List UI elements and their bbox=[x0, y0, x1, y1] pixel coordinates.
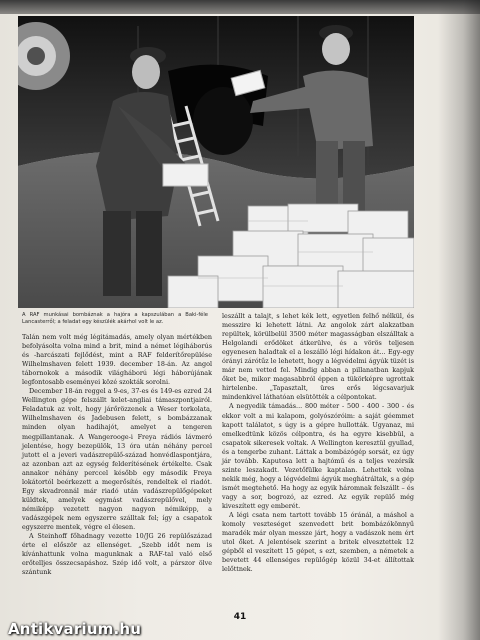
paragraph: Talán nem volt még légitámadás, amely olyan mértékben befolyásolta volna mind a brit, mind a német légiháborús és -harcászati fejlődést, mint a RAF felderítőrepülése Wilhelmshaven felett 1939. december 18-án. Az angol tábornokok a második világháború légi háborújának legfontosabb eseményei közé szokták sorolni. bbox=[22, 333, 212, 387]
text-column-right bbox=[222, 312, 414, 574]
text-column-left bbox=[22, 333, 212, 577]
paragraph: A negyedik támadás... 800 méter - 500 - 400 - 300 - és ekkor volt a mi kalapom, golyószóróim: a saját géemmet kapott találatot, s úgy is a gépre hullották. Ugyanaz, mi emelkedtünk közös célpontra, és ha egyre kisebbül, a csapatok sikeresek voltak. A Wellington keresztül gyullad, és a tengerbe zuhant. Láttak a bombázógép sorsát, ez úgy jár tovább. Kaputosa lett a hajtómű és a teljes vezérsík szinte leszakadt. Vezetőfülke kaptalan. Lehettek volna nekik még, hogy a légvédelmi ágyúk meghátráltak, s a gép ismét megtehető. Ha hogy az egyik háromnak felszállt – és vagy a sor, bogrozó, az ezred. Az egyik repülő még kiveszített egy emberét. bbox=[222, 402, 414, 510]
archival-photo bbox=[18, 16, 414, 308]
paragraph: A Steinhoff főhadnagy vezette 10/JG 26 repülőszázad érte el először az ellenséget. „Szebb időt nem is kívánhattunk volna magunknak a RAF-tal való első erőtelljes összecsapáshoz. Szép idő volt, a párszor ölve szántunk bbox=[22, 532, 212, 577]
page-number: 41 bbox=[233, 612, 247, 622]
photo-caption: A RAF munkásai bombáznak a hajóra a kapszulában a Baki-féle Lancasterről; a feladat egy készülék akárhol volt le az. bbox=[22, 312, 208, 326]
page-top-edge bbox=[0, 0, 480, 14]
book-binding-shadow bbox=[438, 0, 480, 640]
paragraph: A légi csata nem tartott tovább 15 óránál, a máshol a komoly veszteséget szenvedett brit bombázókönnyű maradék már olyan messze járt, hogy a vadászok nem ért utol őket. A jelentések szerint a britek elvesztettek 12 gépből el veszített 15 gépet, s ezt, szemben, a németek a bevetett 44 ellenséges repülőgép közül 34-et állítottak lelőttnek. bbox=[222, 511, 414, 574]
paragraph: leszállt a talajt, s lehet kék lett, egyetlen felhő nélkül, és messzire ki lehetett látni. Az angolok zárt alakzatban repültek, körülbelül 3500 méter magasságban elszálltak a Helgolandi erődöket átkerülve, és a vörös teljesen egyenesen haladtak el a leszálló légi hídakon át... Egy-egy órányi zárótűz le lehetett, hogy a légvédelmi ágyúk tüzét is már nem vetted fel. Mindig abban a pillanatban kapjuk őket be, mikor magasabbról éppen a tükörképre ugrottak hirtelenbe. „Tapasztalt, üres erős légcsavarjuk mindenkivel láthatóan elsütötték a célpontokat. bbox=[222, 312, 414, 402]
paragraph: December 18-án reggel a 9-es, 37-es és 149-es ezred 24 Wellington gépe felszállt kelet-angliai támaszpontjairól. Feladatuk az volt, hogy járőrözzenek a Weser torkolata, Wilhelmshaven és Jadebusen felett, s bombázzanak minden olyan hadihajót, amelyet a tengeren megpillantanak. A Wangerooge-i Freya rádiós lávmeró jelentése, hogy bezepülök, 13 óra után néhány percel jutott el a jeveri vadászrepülő-század honvédlaspontjára, az azonban azt az egység felderítésének értékelte. Csak annakor néhány perccel később egy második Freya lokátortól beérkezett a megerősítés, rendeltek el riadót. Egy skvadronnál már riadó után vadászrepülőgépeket küldtek, amelyek egymást vadászrepülővel, mely némiképp vezetett nagyon nagyon némiképp, a vadászgépek nem egyszerre szálltak fel; így a csapatok egyszerre mentek, végre el élesen. bbox=[22, 387, 212, 531]
watermark-logo: Antikvarium.hu bbox=[8, 620, 142, 638]
photo-illustration bbox=[18, 16, 414, 308]
